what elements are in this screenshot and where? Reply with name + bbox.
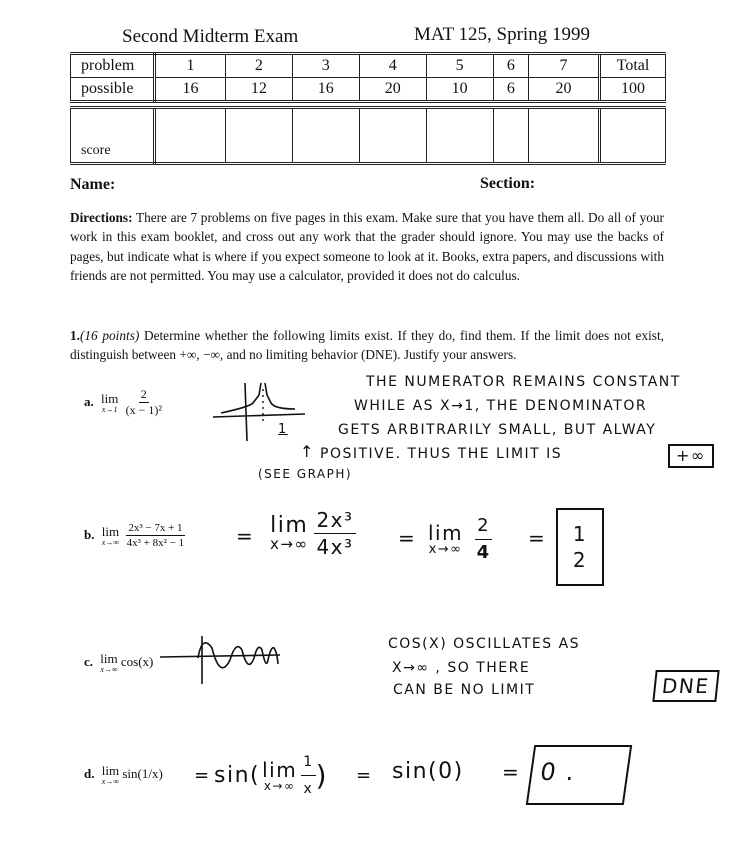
lim-subscript: x→1 [101,404,118,414]
problem-number: 7 [529,54,600,78]
lim-subscript: x→∞ [263,778,296,793]
denominator: 4x³ + 8x² − 1 [126,537,185,550]
handwritten-line: POSITIVE. THUS THE LIMIT IS [320,446,563,462]
lim-subscript: x→∞ [100,665,118,674]
lim-text: lim [101,390,119,406]
limit-operator [102,525,119,547]
cosine-graph-sketch [160,636,290,686]
lim-subscript: x→∞ [101,537,120,547]
problem-row-label: problem [71,54,155,78]
score-cell[interactable] [529,108,600,164]
fraction [314,508,355,559]
name-label: Name: [70,176,116,193]
equals-sign: = [502,760,521,784]
expression: cos(x) [120,653,154,669]
part-label: c. [84,653,94,669]
possible-points: 10 [426,78,493,102]
numerator: 1 [572,522,588,546]
fraction [126,388,162,417]
numerator: 2 [475,514,492,540]
section-label: Section: [480,175,536,192]
problem-row [71,54,666,78]
possible-points: 12 [225,78,292,102]
answer-box-c: DNE [652,670,719,702]
denominator: 4x³ [316,535,354,559]
problem-number: 2 [225,54,292,78]
limit-operator [101,392,118,414]
graph-sketch-asymptote [205,383,315,443]
score-cell[interactable] [359,108,426,164]
course-info: MAT 125, Spring 1999 [414,24,590,45]
handwritten-line: WHILE AS X→1, THE DENOMINATOR [354,398,648,414]
fraction [571,522,589,572]
total-header: Total [600,54,666,78]
lim-text: lim [262,757,298,782]
numerator: 2 [139,388,149,403]
lim-text: lim [100,651,118,666]
limit-operator [100,652,117,674]
score-row-label: score [71,108,155,164]
handwritten-line: COS(X) OSCILLATES AS [388,636,581,652]
problem-number: 5 [426,54,493,78]
lim-text: lim [101,763,120,778]
lim-subscript: x→∞ [428,542,463,557]
lim-subscript: x→∞ [101,777,120,786]
possible-points: 20 [529,78,600,102]
sin-open: sin( [214,762,261,788]
part-label: b. [84,526,95,542]
score-cell[interactable] [225,108,292,164]
limit-operator [428,523,463,556]
equals-sign: = [356,765,373,786]
arrow-up-icon: ↑ [300,442,315,461]
directions-text: There are 7 problems on five pages in this exam. Make sure that you have them all. Do all of your work in this exam booklet, and cross out any work that the grader should ignore. You may use the backs of pages, but indicate what is where if you expect someone to look at it. Books, extra papers, and discussions with friends are not permitted. You may use a calculator, provided it does not do calculus. [70,210,664,284]
handwritten-line: CAN BE NO LIMIT [393,682,536,698]
expression: sin(1/x) [122,765,163,781]
lim-text: lim [428,521,464,545]
problem-number: 3 [292,54,359,78]
score-cell[interactable] [493,108,528,164]
equals-sign: = [236,524,255,548]
fraction [301,750,315,801]
possible-points: 20 [359,78,426,102]
handwritten-line: X→∞ , SO THERE [392,660,531,676]
total-score-cell[interactable] [600,108,666,164]
graph-tick-label: 1 [278,422,288,437]
handwritten-line: THE NUMERATOR REMAINS CONSTANT [366,374,681,390]
problem-number: 4 [359,54,426,78]
directions [70,208,664,286]
equals-sign: = [398,526,417,550]
problem-number: 6 [493,54,528,78]
limit-operator [102,764,119,786]
score-row [71,108,666,164]
fraction [475,514,492,565]
numerator: 2x³ − 7x + 1 [126,522,184,536]
part-c-expression [84,652,153,674]
part-a-expression [84,388,162,417]
possible-points: 6 [493,78,528,102]
problem-1-statement [70,326,664,365]
possible-row [71,78,666,102]
limit-operator [270,515,308,552]
lim-text: lim [270,513,309,538]
possible-points: 16 [292,78,359,102]
handwritten-line: GETS ARBITRARILY SMALL, BUT ALWAY [338,422,657,438]
score-cell[interactable] [426,108,493,164]
problem-points: (16 points) [79,328,140,343]
problem-number: 1. [70,328,80,343]
fraction [126,522,184,549]
answer-box-d: 0 . [526,745,632,805]
part-label: d. [84,765,95,781]
denominator: x [303,781,314,797]
handwritten-step-1 [214,750,328,801]
see-graph-note: (SEE GRAPH) [258,467,353,481]
score-cell[interactable] [155,108,226,164]
handwritten-step-1 [270,508,356,559]
equals-sign: = [194,765,211,786]
handwritten-step-2: sin(0) [392,759,464,784]
total-possible: 100 [600,78,666,102]
part-label: a. [84,393,94,409]
exam-title: Second Midterm Exam [122,26,299,47]
lim-text: lim [101,523,120,539]
problem-text: Determine whether the following limits exist. If they do, find them. If the limit does not exist, distinguish between +∞, −∞, and no limiting behavior (DNE). Justify your answers. [70,328,664,363]
directions-label: Directions: [70,210,133,225]
problem-number: 1 [155,54,226,78]
answer-box-a: +∞ [668,444,714,468]
denominator: 4 [476,542,491,563]
possible-points: 16 [155,78,226,102]
lim-subscript: x→∞ [270,535,309,553]
possible-row-label: possible [71,78,155,102]
denominator: 2 [572,548,588,572]
equals-sign: = [528,526,547,550]
denominator: (x − 1)² [125,403,162,418]
part-b-expression [84,522,185,549]
score-cell[interactable] [292,108,359,164]
close-paren: ) [315,758,329,792]
handwritten-step-2 [428,514,492,565]
score-table [70,52,666,165]
numerator: 2x³ [316,508,354,532]
limit-operator [262,757,298,793]
numerator: 1 [301,750,315,776]
part-d-expression [84,764,163,786]
answer-box-b [556,508,604,586]
